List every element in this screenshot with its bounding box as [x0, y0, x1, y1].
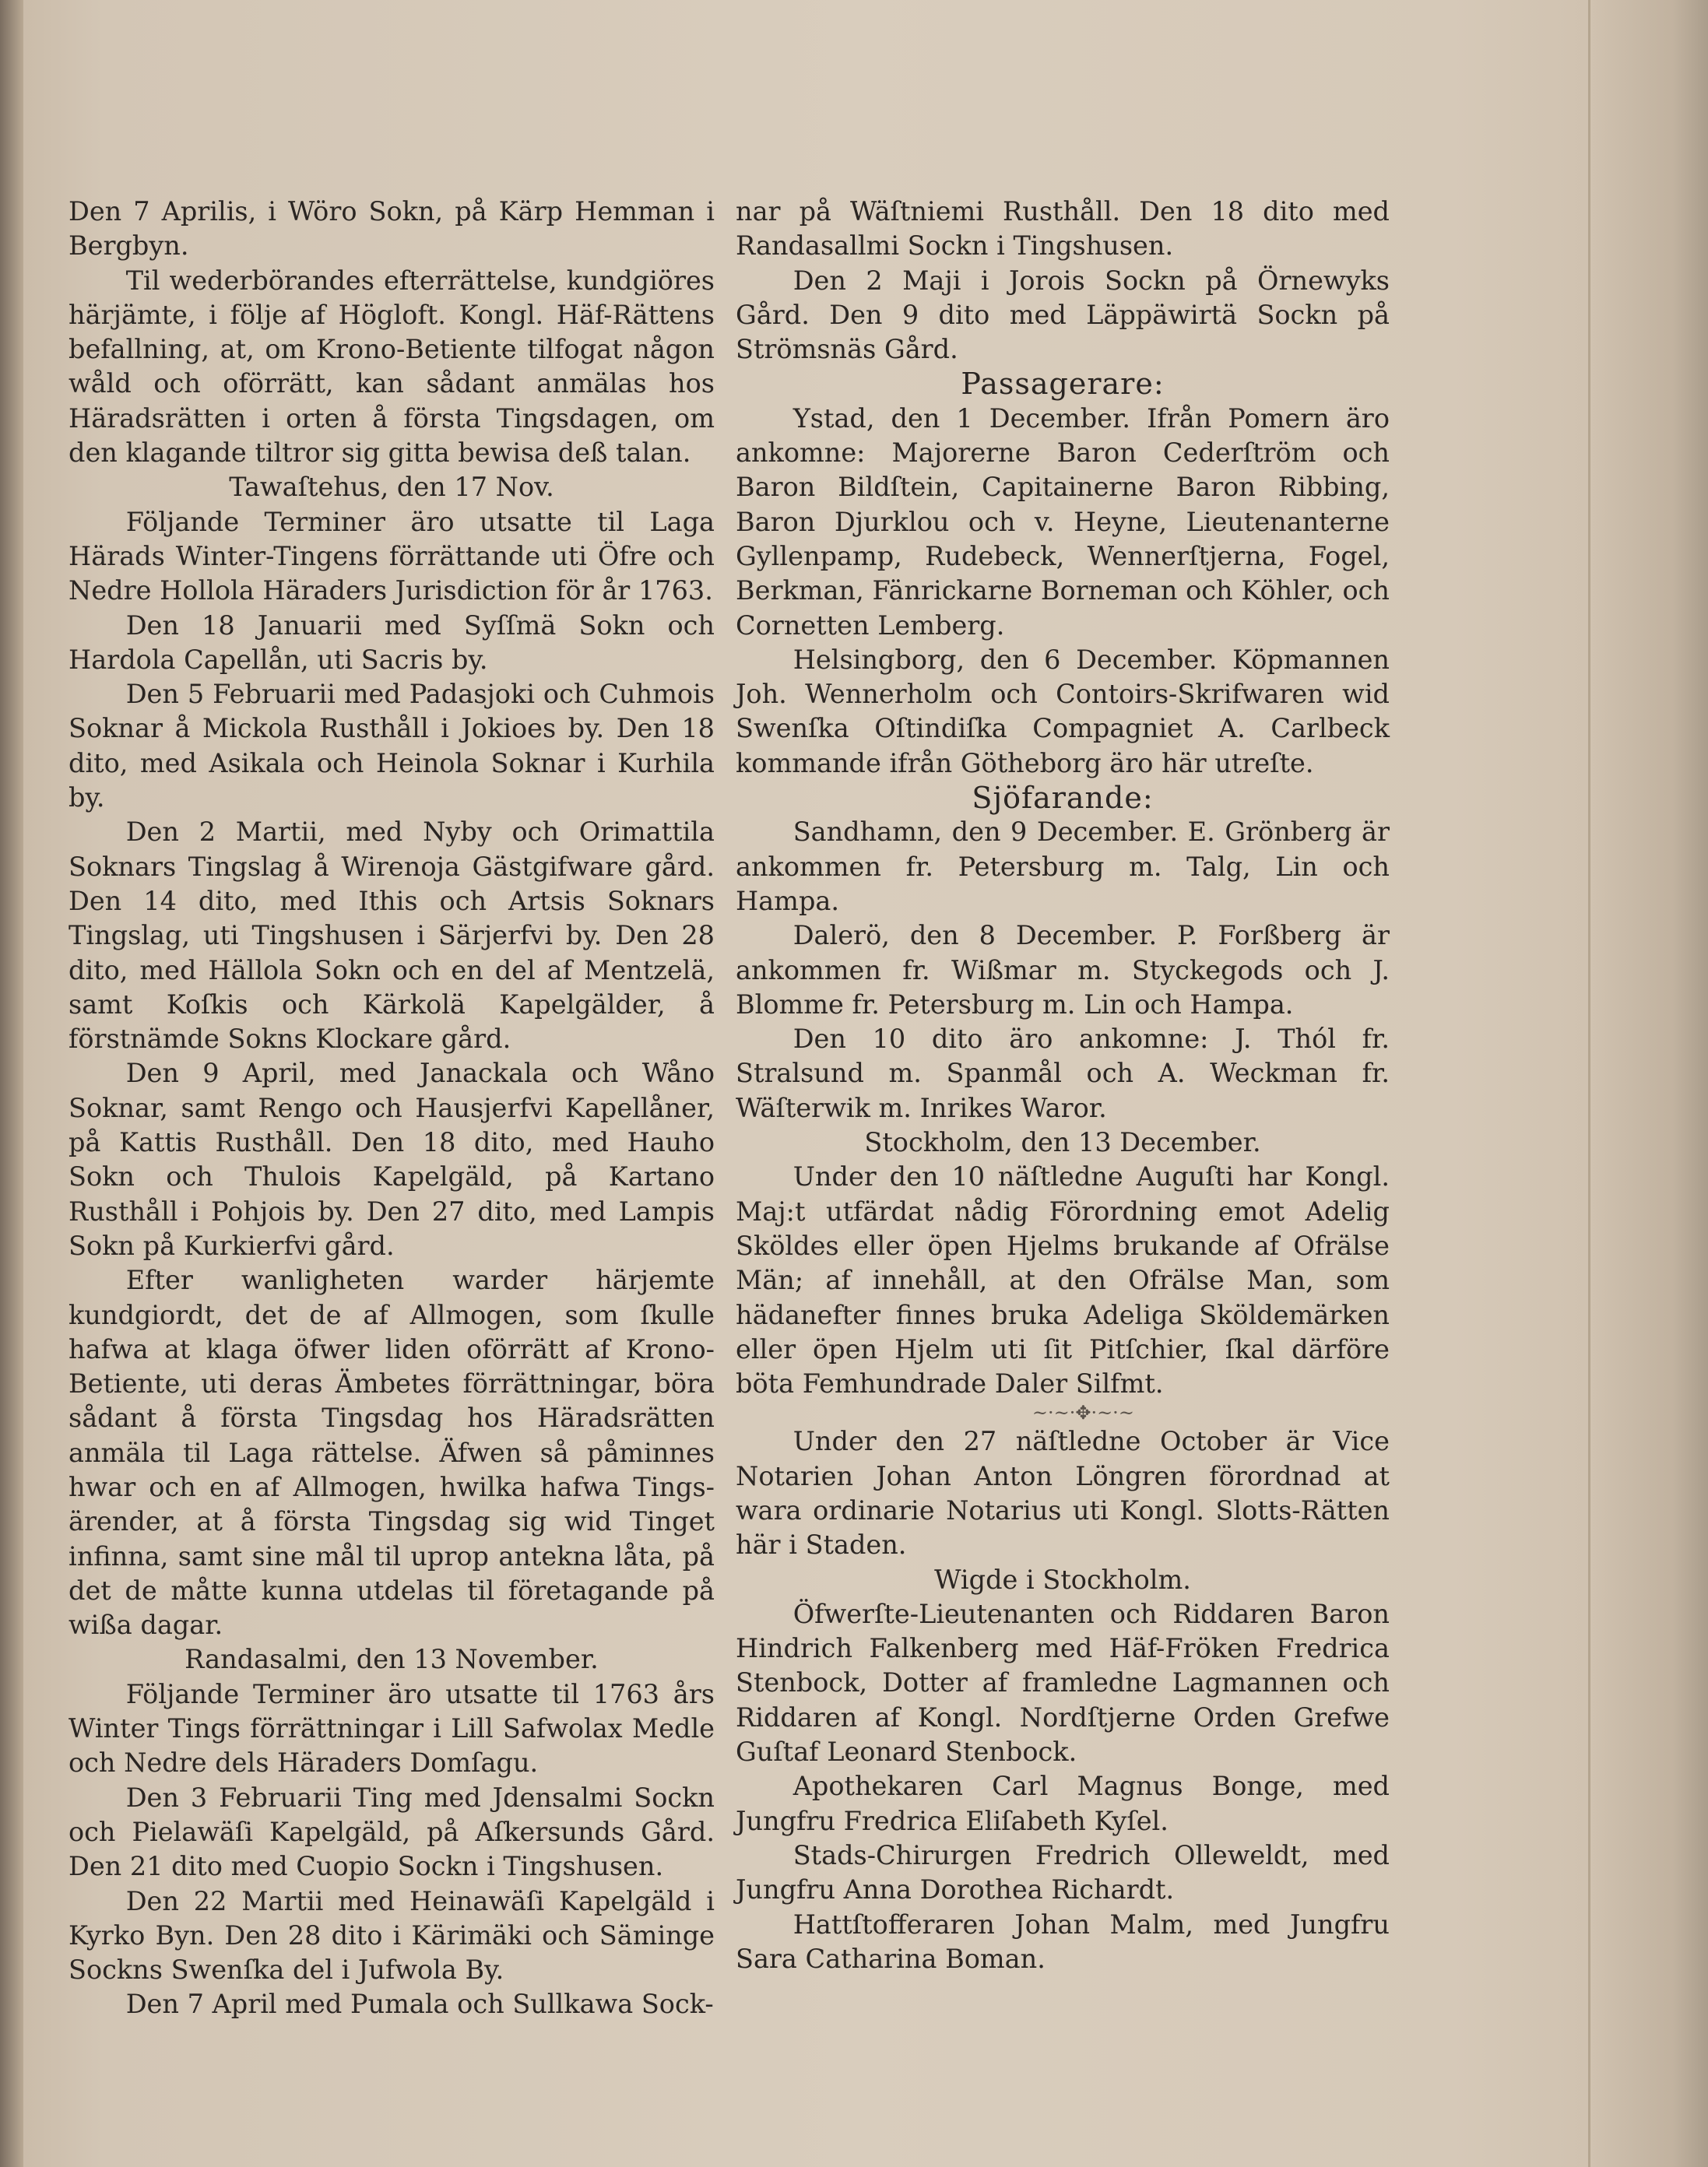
left-paragraph: Den 7 April med Pumala och Sullkawa Sock- — [125, 1989, 714, 2020]
right-paragraph: Den 2 Maji i Jorois Sockn på Örnewyks Gård. Den 9 dito med Läppäwirtä Sockn på Strömsnäs Gård. — [736, 265, 1390, 365]
right-paragraph: Öfwerſte-Lieutenanten och Riddaren Baron Hindrich Falkenberg med Häf-Fröken Fredrica Stenbock, Dotter af framledne Lagmannen och Riddaren af Kongl. Nordſtjerne Orden Grefwe Guſtaf Leonard Stenbock. — [736, 1598, 1390, 1768]
right-heading: Wigde i Stockholm. — [934, 1564, 1191, 1595]
left-paragraph: Den 3 Februarii Ting med Jdensalmi Sockn och Pielawäſi Kapelgäld, på Aſkersunds Gård. Den 21 dito med Cuopio Sockn i Tingshusen. — [69, 1782, 715, 1882]
page-fold — [1588, 0, 1590, 2167]
left-paragraph: Den 22 Martii med Heinawäſi Kapelgäld i Kyrko Byn. Den 28 dito i Kärimäki och Säminge Sockns Swenſka del i Jufwola By. — [69, 1885, 715, 1986]
right-paragraph: Stads-Chirurgen Fredrich Olleweldt, med Jungfru Anna Dorothea Richardt. — [736, 1839, 1390, 1905]
right-paragraph: Ystad, den 1 December. Ifrån Pomern äro ankomne: Majorerne Baron Cederſtröm och Baron Bildſtein, Capitainerne Baron Ribbing, Baron Djurklou och v. Heyne, Lieutenanterne Gyllenpamp, Rudebeck, Wennerſtjerna, Fogel, Berkman, Fänrickarne Borneman och Köhler, och Cornetten Lemberg. — [736, 402, 1390, 641]
right-column — [736, 195, 1390, 1974]
right-paragraph: Dalerö, den 8 December. P. Forßberg är ankommen fr. Wißmar m. Styckegods och J. Blomme fr. Petersburg m. Lin och Hampa. — [736, 920, 1390, 1020]
left-heading: Randasalmi, den 13 November. — [185, 1644, 599, 1675]
left-paragraph: Den 18 Januarii med Syſſmä Sokn och Hardola Capellån, uti Sacris by. — [69, 609, 715, 675]
right-paragraph: Den 10 dito äro ankomne: J. Thól fr. Stralsund m. Spanmål och A. Weckman fr. Wäſterwik m. Inrikes Waror. — [736, 1024, 1390, 1123]
right-paragraph: Helsingborg, den 6 December. Köpmannen Joh. Wennerholm och Contoirs-Skrifwaren wid Swenſka Oſtindiſka Compagniet A. Carlbeck kommande ifrån Götheborg äro här utreſte. — [736, 644, 1390, 778]
left-paragraph: Följande Terminer äro utsatte til Laga Härads Winter-Tingens förrättande uti Öfre och Nedre Hollola Häraders Jurisdiction för år 1763. — [69, 506, 715, 606]
left-paragraph: Efter wanligheten warder härjemte kundgiordt, det de af Allmogen, som ſkulle hafwa at klaga öfwer liden oförrätt af Krono-Betiente, uti deras Ämbetes förrättningar, böra sådant å första Tingsdag hos Häradsrätten anmäla til Laga rättelse. Äfwen så påminnes hwar och en af Allmogen, hwilka hafwa Tings-ärender, at å första Tingsdag sig wid Tinget infinna, samt sine mål til uprop antekna låta, på det de måtte kunna utdelas til företagande på wißa dagar. — [69, 1265, 715, 1641]
left-paragraph: Följande Terminer äro utsatte til 1763 års Winter Tings förrättningar i Lill Safwolax Medle och Nedre dels Häraders Domſagu. — [69, 1678, 715, 1779]
right-paragraph: Sandhamn, den 9 December. E. Grönberg är ankommen fr. Petersburg m. Talg, Lin och Hampa. — [736, 817, 1390, 916]
right-section-heading: Passagerare: — [961, 367, 1165, 402]
right-paragraph: Apothekaren Carl Magnus Bonge, med Jungfru Fredrica Eliſabeth Kyſel. — [736, 1771, 1390, 1836]
left-heading: Tawaſtehus, den 17 Nov. — [229, 472, 554, 503]
page-spine — [0, 0, 23, 2167]
right-paragraph: Hattſtofferaren Johan Malm, med Jungfru Sara Catharina Boman. — [736, 1909, 1390, 1974]
left-paragraph: Til wederbörandes efterrättelse, kundgiöres härjämte, i följe af Högloft. Kongl. Häf-Rättens befallning, at, om Krono-Betiente tilfogat någon wåld och oförrätt, kan sådant anmälas hos Häradsrätten i orten å första Tingsdagen, om den klagande tiltror sig gitta bewisa deß talan. — [69, 265, 715, 469]
left-paragraph: Den 5 Februarii med Padasjoki och Cuhmois Soknar å Mickola Rusthåll i Jokioes by. Den 18 dito, med Asikala och Heinola Soknar i Kurhila by. — [69, 679, 715, 813]
right-paragraph: Under den 10 näſtledne Auguſti har Kongl. Maj:t utfärdat nådig Förordning emot Adelig Sköldes eller öpen Hjelms brukande af Ofrälse Män; af innehåll, at den Ofrälse Man, som hädanefter finnes bruka Adeliga Sköldemärken eller öpen Hjelm uti ſit Pitſchier, ſkal därföre böta Femhundrade Daler Silfmt. — [736, 1161, 1390, 1400]
left-paragraph: Den 9 April, med Janackala och Wåno Soknar, samt Rengo och Hausjerfvi Kapellåner, på Kattis Rusthåll. Den 18 dito, med Hauho Sokn och Thulois Kapelgäld, på Kartano Rusthåll i Pohjois by. Den 27 dito, med Lampis Sokn på Kurkierfvi gård. — [69, 1058, 715, 1261]
right-section-heading: Sjöfarande: — [972, 781, 1154, 816]
page-edge-shadow — [1591, 0, 1708, 2167]
ornament-divider: ~·~·✥·~·~ — [1031, 1402, 1134, 1424]
left-continued-paragraph: Den 7 Aprilis, i Wöro Sokn, på Kärp Hemman i Bergbyn. — [69, 196, 715, 262]
right-continued-paragraph: nar på Wäſtniemi Rusthåll. Den 18 dito med Randasallmi Sockn i Tingshusen. — [736, 196, 1390, 262]
right-paragraph: Under den 27 näſtledne October är Vice Notarien Johan Anton Löngren förordnad at wara ordinarie Notarius uti Kongl. Slotts-Rätten här i Staden. — [736, 1426, 1390, 1561]
right-heading: Stockholm, den 13 December. — [864, 1127, 1261, 1158]
left-paragraph: Den 2 Martii, med Nyby och Orimattila Soknars Tingslag å Wirenoja Gästgifware gård. Den 14 dito, med Ithis och Artsis Soknars Tingslag, uti Tingshusen i Särjerfvi by. Den 28 dito, med Hällola Sokn och en del af Mentzelä, samt Koſkis och Kärkolä Kapelgälder, å förstnämde Sokns Klockare gård. — [69, 817, 715, 1055]
left-column — [69, 195, 715, 2020]
